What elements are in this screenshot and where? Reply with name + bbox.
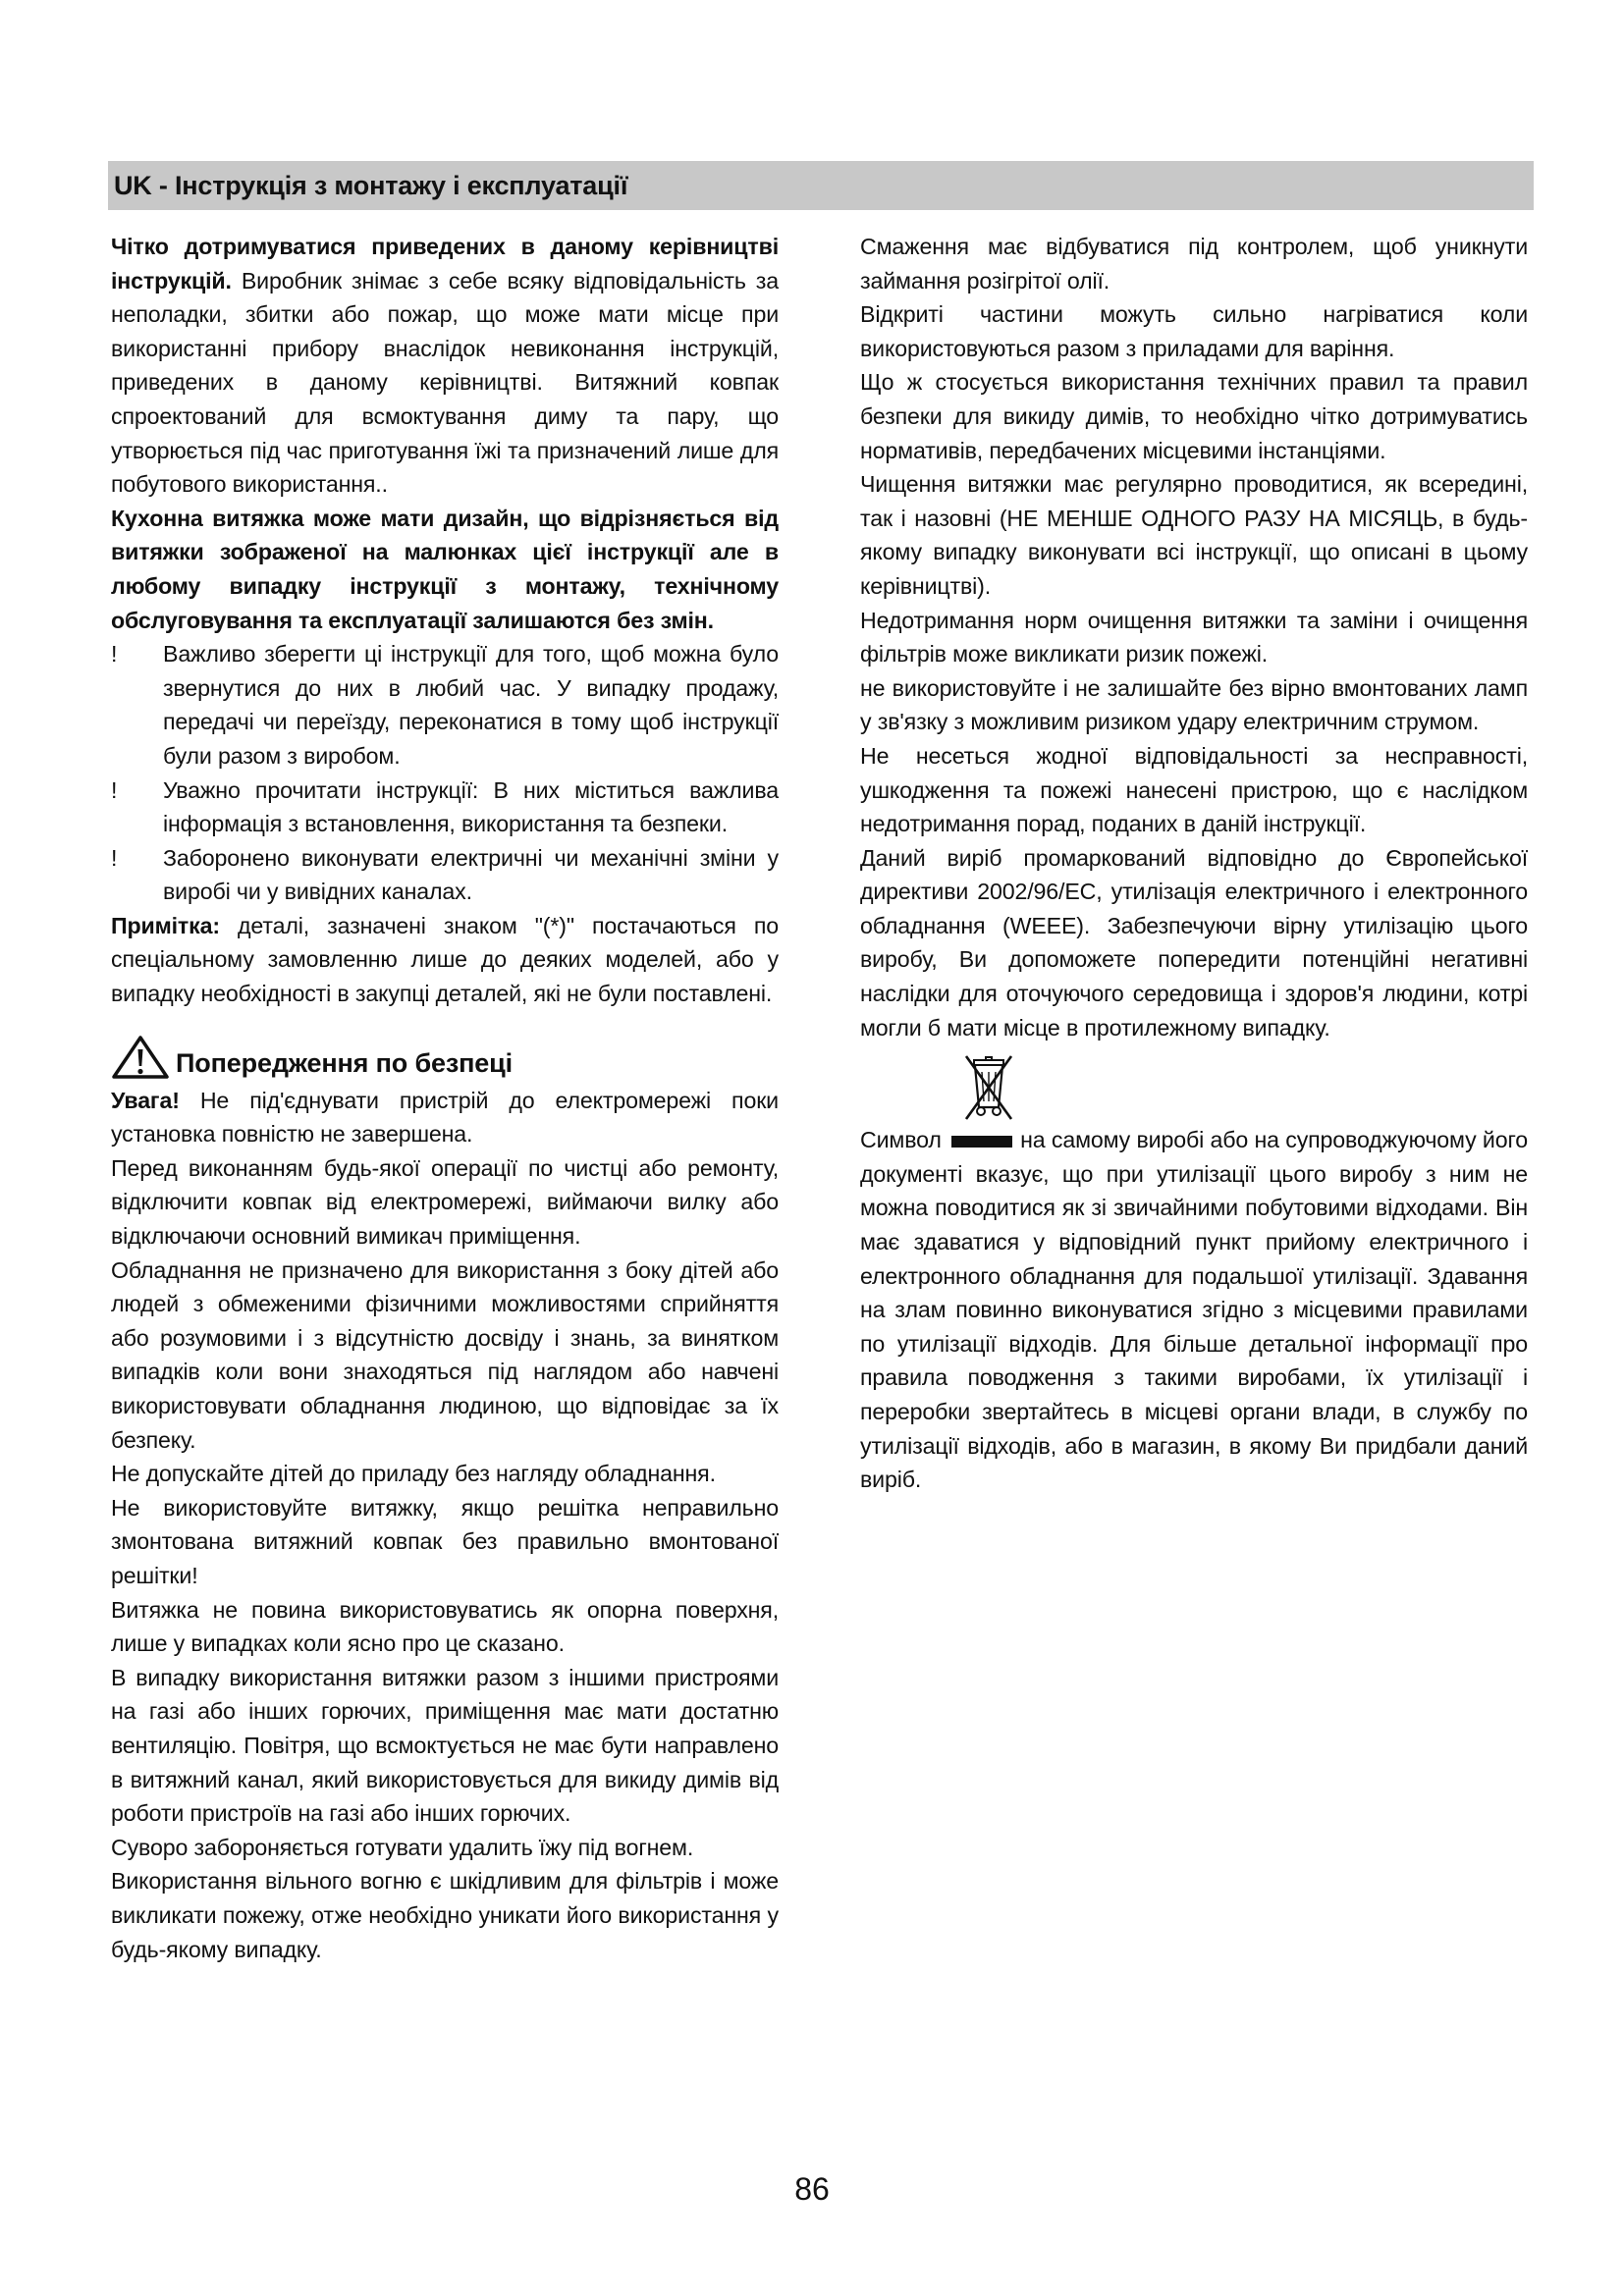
section-header xyxy=(108,161,1534,210)
weee-symbol-area xyxy=(860,1052,1528,1123)
warning-label: Увага! xyxy=(111,1087,180,1113)
safety-heading-text: Попередження по безпеці xyxy=(176,1047,513,1078)
note-paragraph xyxy=(111,909,779,1011)
symbol-paragraph xyxy=(860,1123,1528,1497)
safety-heading xyxy=(111,1037,779,1080)
note-text: деталі, зазначені знаком "(*)" постачаються по спеціальному замовленню лише до деяких моделей, або у випадку необхідності в закупці деталей, які не були поставлені. xyxy=(111,912,779,1007)
safety-paragraph: Відкриті частини можуть сильно нагріватися коли використовуються разом з приладами для варіння. xyxy=(860,301,1528,361)
symbol-text: на самому виробі або на супроводжуючому його документі вказує, що при утилізації цього виробу з ним не можна поводитися як зі звичайними побутовими відходами. Він має здаватися у відповідний пункт прийому електричного і електронного обладнання для подальшої утилізації. Здавання на злам повинно виконуватися згідно з місцевими правилами по утилізації відходів. Для більше детальної інформації про правила поводження з такими виробами, їх утилізації і переробки звертайтесь в місцеві органи влади, в службу по утилізації відходів, або в магазин, в якому Ви придбали даний виріб. xyxy=(860,1127,1528,1493)
design-note: Кухонна витяжка може мати дизайн, що відрізняється від витяжки зображеної на малюнках цієї інструкції але в любому випадку інструкції з монтажу, технічному обслуговування та експлуатації залишаются без змін. xyxy=(111,505,779,633)
note-label: Примітка: xyxy=(111,912,220,938)
safety-paragraph: Чищення витяжки має регулярно проводитися, як всередині, так і назовні (НЕ МЕНШЕ ОДНОГО РАЗУ НА МІСЯЦЬ, в будь-якому випадку виконувати всі інструкції, що описані в цьому керівництві). xyxy=(860,471,1528,599)
weee-paragraph: Даний виріб промаркований відповідно до Європейської директиви 2002/96/EC, утилізація електричного і електронного обладнання (WEEE). Забезпечуючи вірну утилізацію цього виробу, Ви допоможете попередити потенційні негативні наслідки для оточуючого середовища і здоров'я людини, котрі могли б мати місце в протилежному випадку. xyxy=(860,844,1528,1041)
black-bar-icon xyxy=(951,1136,1012,1148)
exclamation-mark: ! xyxy=(111,776,118,803)
left-column xyxy=(111,230,779,1966)
bullet-text: Заборонено виконувати електричні чи механічні зміни у виробі чи у вивідних каналах. xyxy=(163,844,779,905)
crossed-out-wheelie-bin-icon xyxy=(962,1054,1015,1123)
page-number: 86 xyxy=(794,2171,830,2207)
bullet-text: Важливо зберегти ці інструкції для того, щоб можна було звернутися до них в любий час. У випадку продажу, передачі чи переїзду, переконатися в тому щоб інструкції були разом з виробом. xyxy=(163,641,779,769)
safety-paragraph: Не допускайте дітей до приладу без нагляду обладнання. xyxy=(111,1461,716,1487)
safety-paragraph: Перед виконанням будь-якої операції по чистці або ремонту, відключити ковпак від електромережі, виймаючи вилку або відключаючи основний вимикач приміщення. xyxy=(111,1154,779,1250)
safety-paragraph: Суворо забороняється готувати удалить їжу під вогнем. xyxy=(111,1834,694,1860)
safety-paragraph: Не використовуйте витяжку, якщо решітка неправильно змонтована витяжний ковпак без правильно вмонтованої решітки! xyxy=(111,1494,779,1588)
safety-paragraph: Смаження має відбуватися під контролем, щоб уникнути займання розігрітої олії. xyxy=(860,234,1528,294)
safety-paragraph: Не несеться жодної відповідальності за несправності, ушкодження та пожежі нанесені пристрою, що є наслідком недотримання порад, поданих в даній інструкції. xyxy=(860,742,1528,837)
exclamation-mark: ! xyxy=(111,844,118,871)
bullet-item xyxy=(111,637,779,773)
safety-paragraph: Що ж стосується використання технічних правил та правил безпеки для викиду димів, то необхідно чітко дотримуватись нормативів, передбачених місцевими інстанціями. xyxy=(860,369,1528,463)
warning-text: Не під'єднувати пристрій до електромережі поки установка повністю не завершена. xyxy=(111,1087,779,1148)
intro-paragraph xyxy=(111,230,779,502)
bullet-text: Уважно прочитати інструкції: В них міститься важлива інформація з встановлення, використання та безпеки. xyxy=(163,776,779,837)
warning-paragraph xyxy=(111,1084,779,1151)
bullet-item xyxy=(111,841,779,909)
symbol-word: Символ xyxy=(860,1127,942,1153)
warning-triangle-icon xyxy=(111,1035,170,1080)
safety-paragraph: не використовуйте і не залишайте без вірно вмонтованих ламп у зв'язку з можливим ризиком удару електричним струмом. xyxy=(860,674,1528,735)
right-column xyxy=(860,230,1528,1497)
safety-paragraph: Використання вільного вогню є шкідливим для фільтрів і може викликати пожежу, отже необхідно уникати його використання у будь-якому випадку. xyxy=(111,1868,779,1962)
safety-paragraph: В випадку використання витяжки разом з іншими пристроями на газі або інших горючих, приміщення має мати достатню вентиляцію. Повітря, що всмоктується не має бути направлено в витяжний канал, який використовується для викиду димів від роботи пристроїв на газі або інших горючих. xyxy=(111,1664,779,1827)
exclamation-mark: ! xyxy=(111,641,118,667)
section-title: UK - Інструкція з монтажу і експлуатації xyxy=(114,171,628,200)
bullet-item xyxy=(111,774,779,841)
safety-paragraph: Витяжка не повина використовуватись як опорна поверхня, лише у випадках коли ясно про це сказано. xyxy=(111,1596,779,1657)
intro-bold: Чітко дотримуватися приведених в даному керівництві інструкцій. xyxy=(111,234,779,294)
safety-paragraph: Обладнання не призначено для використання з боку дітей або людей з обмеженими фізичними можливостями сприйняття або розумовими і з відсутністю досвіду і знань, за винятком випадків коли вони знаходяться під наглядом або навчені використовувати обладнання людиною, що відповідає за їх безпеку. xyxy=(111,1256,779,1453)
intro-text: Виробник знімає з себе всяку відповідальність за неполадки, збитки або пожар, що може мати місце при використанні прибору внаслідок невиконання інструкцій, приведених в даному керівництві. Витяжний ковпак спроектований для всмоктування диму та пару, що утворюється під час приготування їжі та призначений лише для побутового використання.. xyxy=(111,267,779,498)
safety-paragraph: Недотримання норм очищення витяжки та заміни і очищення фільтрів може викликати ризик пожежі. xyxy=(860,607,1528,667)
